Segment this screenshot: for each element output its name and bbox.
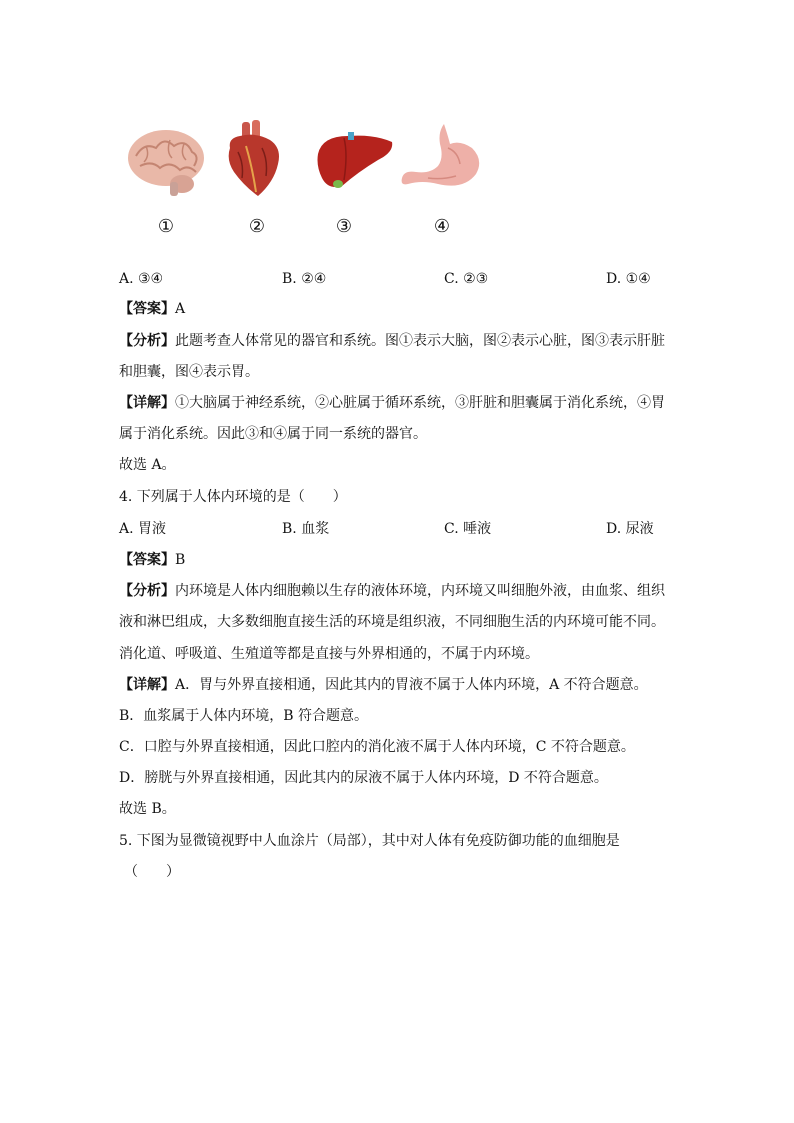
q4-analysis-tag: 【分析】: [119, 583, 175, 599]
q3-option-b[interactable]: B. ②④: [282, 271, 327, 287]
q5-stem: 5. 下图为显微镜视野中人血涂片（局部），其中对人体有免疫防御功能的血细胞是: [119, 833, 620, 849]
q4-analysis-text-1: 内环境是人体内细胞赖以生存的液体环境，内环境又叫细胞外液，由血浆、组织: [175, 583, 665, 599]
q4-detail-line-4: D．膀胱与外界直接相通，因此其内的尿液不属于人体内环境，D 不符合题意。: [119, 770, 608, 786]
q4-option-a[interactable]: A. 胃液: [119, 521, 167, 537]
organ-figure: [120, 118, 500, 248]
q3-analysis-tag: 【分析】: [119, 333, 175, 349]
heart-image: [222, 120, 284, 200]
organ-label-3: ③: [335, 216, 353, 237]
q4-detail-tag: 【详解】: [119, 677, 175, 693]
q4-detail-line-3: C．口腔与外界直接相通，因此口腔内的消化液不属于人体内环境，C 不符合题意。: [119, 739, 635, 755]
q3-answer-tag: 【答案】: [119, 301, 175, 317]
q4-detail-line-2: B．血浆属于人体内环境，B 符合题意。: [119, 708, 369, 724]
q3-analysis-line-2: 和胆囊，图④表示胃。: [119, 364, 259, 380]
q4-conclusion: 故选 B。: [119, 801, 176, 817]
q4-detail-line-1: [119, 675, 648, 695]
q3-detail-tag: 【详解】: [119, 395, 175, 411]
stomach-image: [398, 122, 486, 196]
organ-label-4: ④: [433, 216, 451, 237]
q3-detail-text-1: ①大脑属于神经系统，②心脏属于循环系统，③肝脏和胆囊属于消化系统，④胃: [175, 395, 665, 411]
q3-option-a[interactable]: A. ③④: [119, 271, 164, 287]
q4-stem: 4. 下列属于人体内环境的是（ ）: [119, 489, 347, 505]
q4-answer-tag: 【答案】: [119, 552, 175, 568]
organ-label-2: ②: [248, 216, 266, 237]
q3-answer: [119, 299, 185, 319]
q3-conclusion: 故选 A。: [119, 457, 176, 473]
q4-option-d[interactable]: D. 尿液: [606, 521, 654, 537]
q4-option-c[interactable]: C. 唾液: [444, 521, 492, 537]
organ-label-1: ①: [157, 216, 175, 237]
brain-image: [126, 126, 206, 198]
q4-detail-text-1: A．胃与外界直接相通，因此其内的胃液不属于人体内环境，A 不符合题意。: [175, 677, 648, 693]
q3-analysis-line-1: [119, 331, 665, 351]
q3-option-c[interactable]: C. ②③: [444, 271, 489, 287]
q4-answer: [119, 550, 185, 570]
q5-stem-cont: （ ）: [124, 864, 180, 880]
q3-option-d[interactable]: D. ①④: [606, 271, 651, 287]
q3-detail-line-2: 属于消化系统。因此③和④属于同一系统的器官。: [119, 426, 427, 442]
q3-analysis-text-1: 此题考查人体常见的器官和系统。图①表示大脑，图②表示心脏，图③表示肝脏: [175, 333, 665, 349]
q4-analysis-line-2: 液和淋巴组成，大多数细胞直接生活的环境是组织液，不同细胞生活的内环境可能不同。: [119, 614, 665, 630]
q3-answer-value: A: [175, 301, 186, 317]
q4-answer-value: B: [175, 552, 186, 568]
q3-detail-line-1: [119, 393, 665, 413]
q4-analysis-line-3: 消化道、呼吸道、生殖道等都是直接与外界相通的，不属于内环境。: [119, 646, 539, 662]
q4-analysis-line-1: [119, 581, 665, 601]
liver-image: [314, 130, 396, 192]
q4-option-b[interactable]: B. 血浆: [282, 521, 330, 537]
